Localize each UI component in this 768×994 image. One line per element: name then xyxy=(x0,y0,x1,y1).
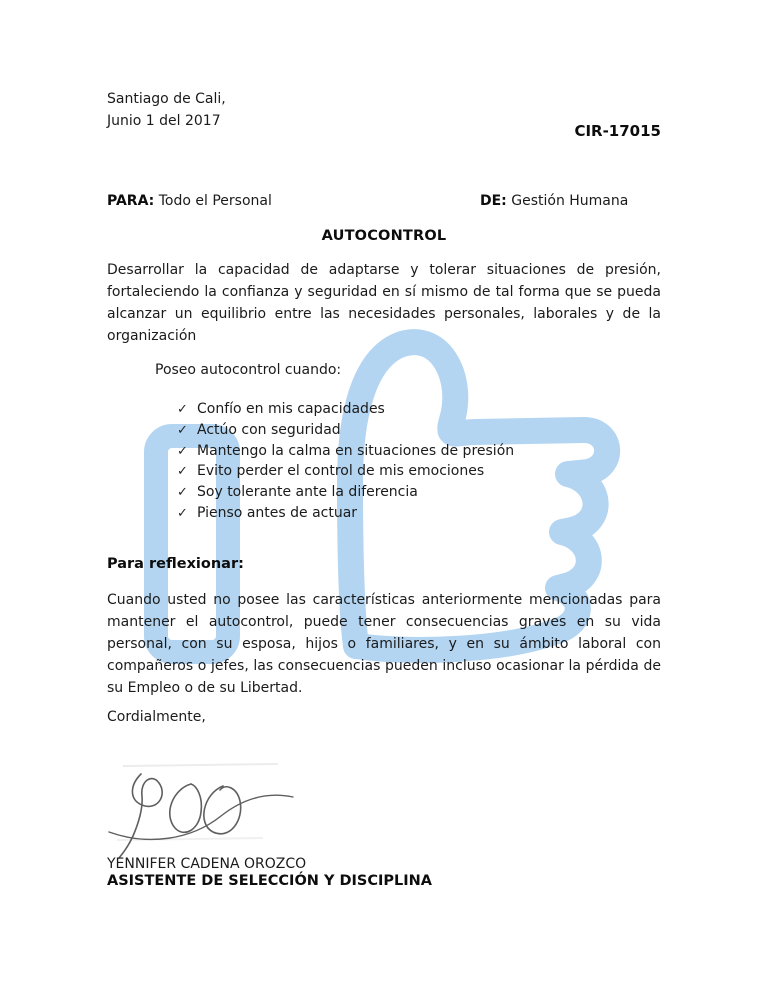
signature xyxy=(103,752,303,862)
date-line: Junio 1 del 2017 xyxy=(107,113,221,129)
autocontrol-checklist xyxy=(177,399,597,524)
checklist-item xyxy=(177,399,597,420)
check-icon: ✓ xyxy=(177,443,188,459)
checklist-item xyxy=(177,461,597,482)
checklist-item xyxy=(177,441,597,462)
date-block xyxy=(107,88,226,132)
checklist-item-label: Soy tolerante ante la diferencia xyxy=(197,484,418,501)
city-line: Santiago de Cali, xyxy=(107,91,226,107)
de-field xyxy=(480,193,628,209)
para-value: Todo el Personal xyxy=(158,193,272,209)
addressee-row xyxy=(107,193,661,215)
checklist-item xyxy=(177,503,597,524)
document-title: AUTOCONTROL xyxy=(321,228,447,244)
check-icon: ✓ xyxy=(177,422,188,438)
closing-line: Cordialmente, xyxy=(107,709,206,725)
checklist-item-label: Evito perder el control de mis emociones xyxy=(197,463,485,480)
checklist-item-label: Mantengo la calma en situaciones de presión xyxy=(197,442,515,459)
checklist-item-label: Actúo con seguridad xyxy=(197,421,341,438)
signer-name: YENNIFER CADENA OROZCO xyxy=(107,856,307,872)
checklist-item xyxy=(177,420,597,441)
reflection-paragraph: Cuando usted no posee las características anteriormente mencionadas para mantener el autocontrol, puede tener consecuencias graves en su vida personal, con su esposa, hijos o familiares, y en su ámbito laboral con compañeros o jefes, las consecuencias pueden incluso ocasionar la pérdida de su Empleo o de su Libertad. xyxy=(107,592,661,696)
para-field xyxy=(107,193,272,209)
de-value: Gestión Humana xyxy=(511,193,629,209)
checklist-item-label: Confío en mis capacidades xyxy=(197,401,385,417)
check-icon: ✓ xyxy=(177,485,188,501)
check-icon: ✓ xyxy=(177,505,188,521)
check-icon: ✓ xyxy=(177,464,188,480)
de-label: DE: xyxy=(480,193,507,209)
intro-paragraph: Desarrollar la capacidad de adaptarse y tolerar situaciones de presión, fortaleciendo la confianza y seguridad en sí mismo de tal forma que se pueda alcanzar un equilibrio entre las necesidades personales, laborales y de la organización xyxy=(107,262,661,344)
checklist-item xyxy=(177,482,597,503)
checklist-intro: Poseo autocontrol cuando: xyxy=(155,362,342,378)
reference-number: CIR-17015 xyxy=(574,122,661,140)
reflection-heading: Para reflexionar: xyxy=(107,556,244,572)
para-label: PARA: xyxy=(107,193,155,209)
checklist-item-label: Pienso antes de actuar xyxy=(197,504,358,521)
signer-title: ASISTENTE DE SELECCIÓN Y DISCIPLINA xyxy=(107,873,433,889)
check-icon: ✓ xyxy=(177,402,188,417)
